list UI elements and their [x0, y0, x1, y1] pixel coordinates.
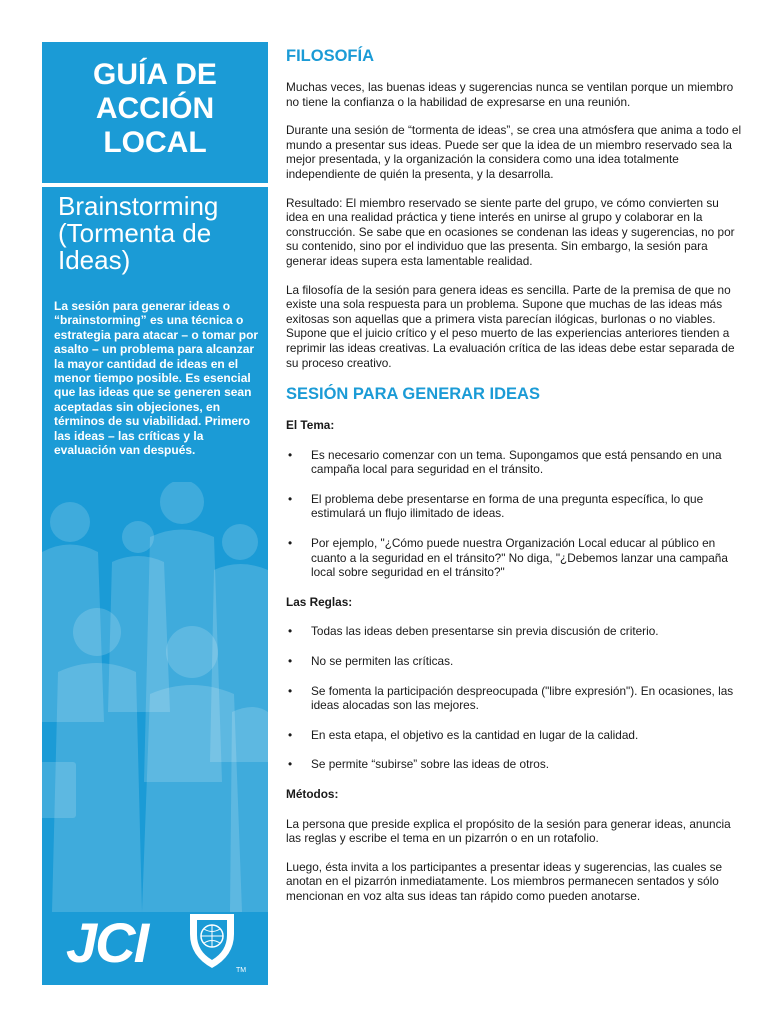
sesion-heading: SESIÓN PARA GENERAR IDEAS — [286, 385, 540, 404]
bullet-mark: • — [288, 536, 293, 551]
paragraph: La filosofía de la sesión para genera ideas es sencilla. Parte de la premisa de que no existe una sola respuesta para un problema. Supone que muchas de las ideas más exitosas son aquellas que a primera vista parecían ilógicas, burlonas o no viables. Supone que el juicio crítico y el peso muerto de las experiencias anteriores tienden a reprimir las ideas creativas. La evaluación crítica de las ideas debe estar separada de su proceso creativo. — [286, 282, 735, 370]
people-silhouettes-image — [42, 482, 268, 912]
paragraph: La persona que preside explica el propósito de la sesión para generar ideas, anuncia las reglas y escribe el tema en un pizarrón o en un rotafolio. — [286, 816, 731, 846]
list-item — [286, 448, 744, 477]
metodos-label: Métodos: — [286, 787, 339, 801]
filosofia-section — [286, 46, 744, 370]
reglas-label: Las Reglas: — [286, 594, 353, 609]
bullet-mark: • — [288, 683, 293, 698]
intro-text: La sesión para generar ideas o “brainstorming” es una técnica o estrategia para atacar – o tomar por asalto – un problema para alcanzar la mayor cantidad de ideas en el menor tiempo posible. Es esencial que las ideas que se generen sean aceptadas sin objeciones, en términos de su viabilidad. Primero las ideas – las críticas y la evaluación van después. — [54, 299, 259, 458]
guide-title-line: GUÍA DE — [93, 58, 217, 91]
paragraph: Luego, ésta invita a los participantes a presentar ideas y sugerencias, las cuales se anotan en el pizarrón inmediatamente. Los miembros permanecen sentados y sólo mencionan en voz alta sus ideas tan rápido como pueden anotarse. — [286, 859, 723, 903]
guide-title-line: ACCIÓN — [95, 92, 215, 125]
paragraph: Muchas veces, las buenas ideas y sugerencias nunca se ventilan porque un miembro no tiene la confianza o la habilidad de expresarse en una reunión. — [286, 80, 734, 109]
brainstorming-title-line: (Tormenta de — [58, 218, 212, 248]
bullet-mark: • — [288, 757, 293, 772]
bullet-mark: • — [288, 624, 293, 639]
list-item — [286, 536, 744, 580]
tema-list — [286, 448, 744, 580]
bullet-mark: • — [288, 447, 293, 462]
list-item-text: En esta etapa, el objetivo es la cantidad en lugar de la calidad. — [311, 727, 639, 742]
trademark-mark: TM — [236, 967, 247, 974]
brainstorming-title-line: Brainstorming — [58, 191, 219, 221]
brainstorming-title-line: Ideas) — [58, 245, 131, 275]
list-item-text: Se permite “subirse” sobre las ideas de otros. — [311, 757, 550, 772]
bullet-mark: • — [288, 727, 293, 742]
sesion-section — [286, 384, 744, 903]
list-item-text: Todas las ideas deben presentarse sin previa discusión de criterio. — [311, 624, 659, 639]
paragraph: Resultado: El miembro reservado se siente parte del grupo, ve cómo convierten su idea en una realidad práctica y tiene interés en unirse al grupo y colaborar en la construcción. Se sabe que en ocasiones se condenan las ideas y sugerencias, no por su contenido, sino por el individuo que las presenta. Sin embargo, la sesión para generar ideas supera esta lamentable realidad. — [286, 195, 735, 268]
list-item-text: Es necesario comenzar con un tema. Supongamos que está pensando en una campaña local para seguridad en el tránsito. — [311, 447, 722, 477]
list-item — [286, 654, 744, 669]
tema-label: El Tema: — [286, 418, 335, 433]
brainstorming-title — [58, 193, 264, 274]
guide-title — [42, 58, 268, 160]
list-item-text: Se fomenta la participación despreocupada ("libre expresión"). En ocasiones, las ideas alocadas son las mejores. — [311, 683, 734, 713]
guide-title-line: LOCAL — [103, 126, 207, 159]
sidebar — [42, 42, 268, 985]
list-item-text: Por ejemplo, "¿Cómo puede nuestra Organización Local educar al público en cuanto a la seguridad en el tránsito?" No diga, "¿Debemos lanzar una campaña local sobre seguridad en el tránsito?" — [311, 536, 728, 580]
list-item — [286, 492, 744, 521]
jci-logo — [64, 904, 254, 974]
list-item — [286, 757, 744, 772]
list-item — [286, 624, 744, 639]
svg-text:JCI: JCI — [66, 911, 148, 974]
sidebar-divider — [42, 183, 268, 187]
list-item-text: El problema debe presentarse en forma de una pregunta específica, lo que estimulará un flujo ilimitado de ideas. — [311, 491, 704, 521]
main-content — [286, 46, 744, 918]
filosofia-heading: FILOSOFÍA — [286, 47, 374, 65]
list-item — [286, 728, 744, 743]
list-item — [286, 684, 744, 713]
paragraph: Durante una sesión de “tormenta de ideas”, se crea una atmósfera que anima a todo el mundo a presentar sus ideas. Puede ser que la idea de un miembro reservado sea la mejor presentada, y la organización la considera como una idea totalmente independiente de quién la presenta, y la desarrolla. — [286, 123, 742, 181]
bullet-mark: • — [288, 491, 293, 506]
list-item-text: No se permiten las críticas. — [311, 654, 454, 669]
reglas-list — [286, 624, 744, 772]
bullet-mark: • — [288, 654, 293, 669]
